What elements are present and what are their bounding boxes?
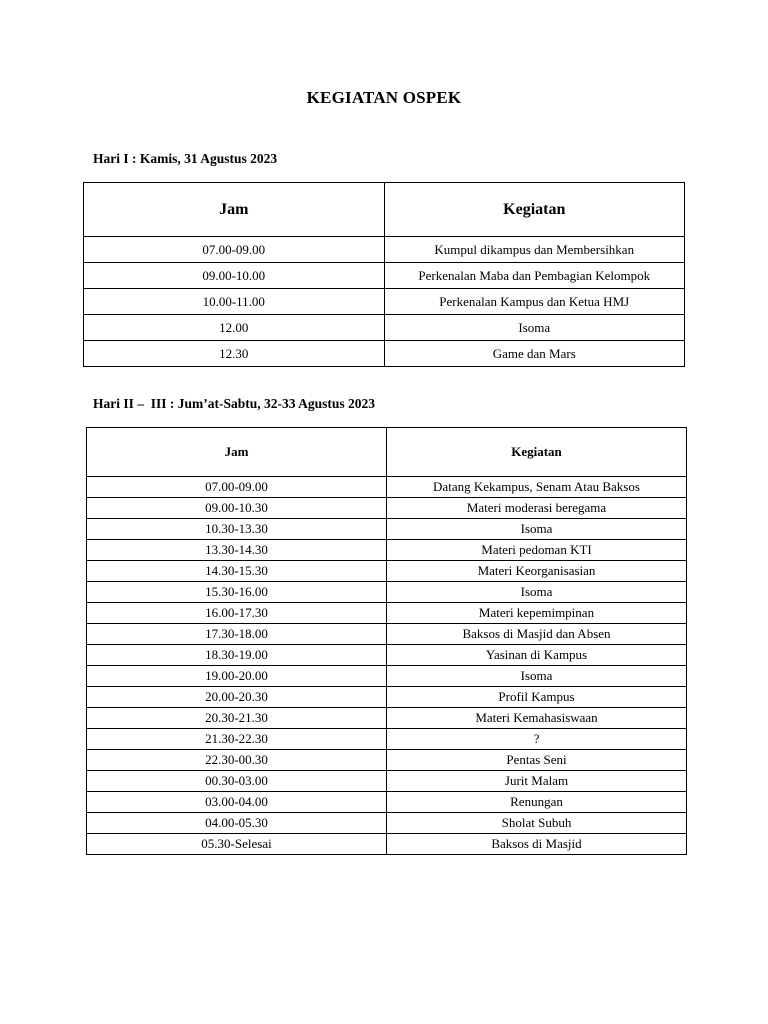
table-row bbox=[87, 750, 687, 771]
table-row bbox=[84, 315, 685, 341]
activity-cell: Perkenalan Kampus dan Ketua HMJ bbox=[384, 289, 685, 315]
table-row bbox=[84, 263, 685, 289]
time-cell: 00.30-03.00 bbox=[87, 771, 387, 792]
day1-heading: Hari I : Kamis, 31 Agustus 2023 bbox=[93, 151, 278, 166]
time-cell: 19.00-20.00 bbox=[87, 666, 387, 687]
activity-cell: Materi kepemimpinan bbox=[387, 603, 687, 624]
table-row bbox=[87, 666, 687, 687]
table-row bbox=[87, 771, 687, 792]
table-row bbox=[87, 792, 687, 813]
time-cell: 05.30-Selesai bbox=[87, 834, 387, 855]
day1-schedule-table bbox=[83, 182, 685, 367]
time-cell: 15.30-16.00 bbox=[87, 582, 387, 603]
time-cell: 14.30-15.30 bbox=[87, 561, 387, 582]
activity-cell: Materi pedoman KTI bbox=[387, 540, 687, 561]
day2-schedule-table bbox=[86, 427, 687, 855]
activity-cell: Isoma bbox=[387, 582, 687, 603]
time-cell: 10.30-13.30 bbox=[87, 519, 387, 540]
time-cell: 20.00-20.30 bbox=[87, 687, 387, 708]
activity-cell: Perkenalan Maba dan Pembagian Kelompok bbox=[384, 263, 685, 289]
activity-cell: Jurit Malam bbox=[387, 771, 687, 792]
table-row bbox=[87, 834, 687, 855]
activity-cell: Game dan Mars bbox=[384, 341, 685, 367]
activity-cell: Materi Kemahasiswaan bbox=[387, 708, 687, 729]
column-header-jam: Jam bbox=[84, 183, 385, 237]
table-row bbox=[87, 729, 687, 750]
activity-cell: Baksos di Masjid dan Absen bbox=[387, 624, 687, 645]
table-row bbox=[87, 561, 687, 582]
table-row bbox=[87, 519, 687, 540]
table-header-row bbox=[87, 428, 687, 477]
page-title: KEGIATAN OSPEK bbox=[306, 88, 462, 107]
column-header-kegiatan: Kegiatan bbox=[387, 428, 687, 477]
activity-cell: Isoma bbox=[387, 666, 687, 687]
table-row bbox=[87, 813, 687, 834]
table-row bbox=[87, 582, 687, 603]
table-row bbox=[87, 645, 687, 666]
table-row bbox=[87, 540, 687, 561]
table-row bbox=[87, 498, 687, 519]
time-cell: 13.30-14.30 bbox=[87, 540, 387, 561]
time-cell: 21.30-22.30 bbox=[87, 729, 387, 750]
table-row bbox=[87, 708, 687, 729]
time-cell: 09.00-10.30 bbox=[87, 498, 387, 519]
time-cell: 07.00-09.00 bbox=[84, 237, 385, 263]
time-cell: 16.00-17.30 bbox=[87, 603, 387, 624]
day2-table-body bbox=[87, 477, 687, 855]
activity-cell: Materi moderasi beregama bbox=[387, 498, 687, 519]
activity-cell: Renungan bbox=[387, 792, 687, 813]
activity-cell: Datang Kekampus, Senam Atau Baksos bbox=[387, 477, 687, 498]
activity-cell: Sholat Subuh bbox=[387, 813, 687, 834]
time-cell: 04.00-05.30 bbox=[87, 813, 387, 834]
activity-cell: Pentas Seni bbox=[387, 750, 687, 771]
day2-heading: Hari II – III : Jum’at-Sabtu, 32-33 Agustus 2023 bbox=[93, 396, 376, 411]
activity-cell: Isoma bbox=[384, 315, 685, 341]
activity-cell: Profil Kampus bbox=[387, 687, 687, 708]
time-cell: 20.30-21.30 bbox=[87, 708, 387, 729]
time-cell: 22.30-00.30 bbox=[87, 750, 387, 771]
table-row bbox=[84, 341, 685, 367]
activity-cell: Baksos di Masjid bbox=[387, 834, 687, 855]
table-row bbox=[87, 624, 687, 645]
table-row bbox=[84, 289, 685, 315]
time-cell: 18.30-19.00 bbox=[87, 645, 387, 666]
time-cell: 17.30-18.00 bbox=[87, 624, 387, 645]
table-row bbox=[87, 477, 687, 498]
column-header-kegiatan: Kegiatan bbox=[384, 183, 685, 237]
table-row bbox=[87, 687, 687, 708]
activity-cell: ? bbox=[387, 729, 687, 750]
time-cell: 12.30 bbox=[84, 341, 385, 367]
table-header-row bbox=[84, 183, 685, 237]
time-cell: 07.00-09.00 bbox=[87, 477, 387, 498]
activity-cell: Kumpul dikampus dan Membersihkan bbox=[384, 237, 685, 263]
column-header-jam: Jam bbox=[87, 428, 387, 477]
time-cell: 10.00-11.00 bbox=[84, 289, 385, 315]
activity-cell: Materi Keorganisasian bbox=[387, 561, 687, 582]
time-cell: 12.00 bbox=[84, 315, 385, 341]
time-cell: 09.00-10.00 bbox=[84, 263, 385, 289]
table-row bbox=[87, 603, 687, 624]
table-row bbox=[84, 237, 685, 263]
activity-cell: Yasinan di Kampus bbox=[387, 645, 687, 666]
time-cell: 03.00-04.00 bbox=[87, 792, 387, 813]
day1-table-body bbox=[84, 237, 685, 367]
activity-cell: Isoma bbox=[387, 519, 687, 540]
